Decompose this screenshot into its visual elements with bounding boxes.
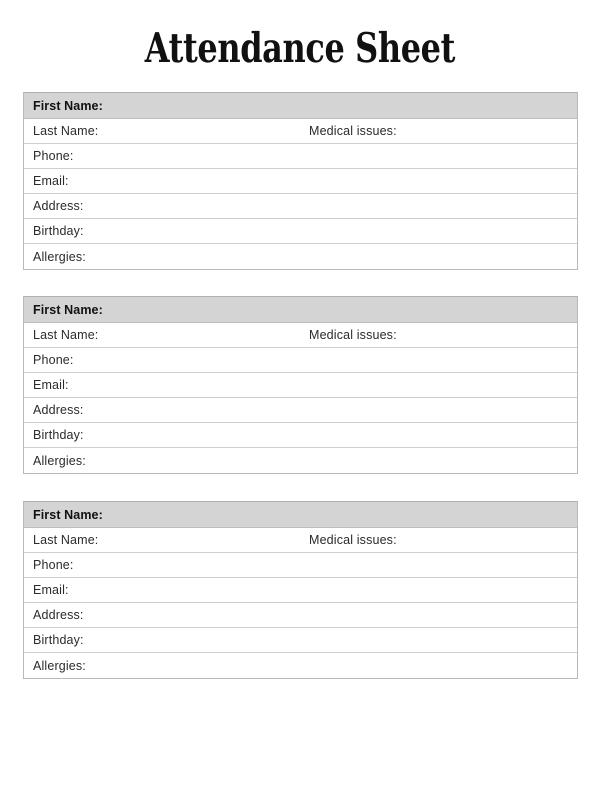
field-label: Phone: bbox=[33, 558, 74, 572]
field-label: Email: bbox=[33, 174, 69, 188]
table-row[interactable] bbox=[24, 244, 577, 269]
field-label: Last Name: bbox=[33, 328, 99, 342]
field-label: Last Name: bbox=[33, 124, 99, 138]
table-row[interactable] bbox=[24, 323, 577, 348]
attendance-entry-block bbox=[23, 92, 578, 270]
field-label: Allergies: bbox=[33, 658, 86, 673]
field-label: Address: bbox=[33, 199, 84, 213]
table-row[interactable] bbox=[24, 169, 577, 194]
table-row[interactable] bbox=[24, 194, 577, 219]
table-header-row[interactable] bbox=[24, 297, 577, 323]
table-row[interactable] bbox=[24, 603, 577, 628]
attendance-entry-block bbox=[23, 296, 578, 474]
table-row[interactable] bbox=[24, 553, 577, 578]
field-label: First Name: bbox=[33, 507, 103, 522]
field-label-secondary: Medical issues: bbox=[309, 124, 397, 138]
field-label: Email: bbox=[33, 378, 69, 392]
table-row[interactable] bbox=[24, 119, 577, 144]
field-label: Last Name: bbox=[33, 533, 99, 547]
field-label: Address: bbox=[33, 403, 84, 417]
field-label: Address: bbox=[33, 608, 84, 622]
table-row[interactable] bbox=[24, 348, 577, 373]
table-row[interactable] bbox=[24, 448, 577, 473]
table-header-row[interactable] bbox=[24, 502, 577, 528]
table-row[interactable] bbox=[24, 628, 577, 653]
attendance-entry-block bbox=[23, 501, 578, 679]
table-row[interactable] bbox=[24, 578, 577, 603]
page-title: Attendance Sheet bbox=[144, 23, 456, 72]
table-row[interactable] bbox=[24, 144, 577, 169]
table-row[interactable] bbox=[24, 653, 577, 678]
field-label-secondary: Medical issues: bbox=[309, 533, 397, 547]
field-label: Birthday: bbox=[33, 224, 84, 238]
field-label: Allergies: bbox=[33, 249, 86, 264]
field-label: Email: bbox=[33, 583, 69, 597]
field-label-secondary: Medical issues: bbox=[309, 328, 397, 342]
page-title-container bbox=[0, 20, 600, 76]
field-label: Birthday: bbox=[33, 428, 84, 442]
table-row[interactable] bbox=[24, 528, 577, 553]
field-label: Phone: bbox=[33, 149, 74, 163]
table-header-row[interactable] bbox=[24, 93, 577, 119]
field-label: First Name: bbox=[33, 302, 103, 317]
field-label: Allergies: bbox=[33, 453, 86, 468]
table-row[interactable] bbox=[24, 398, 577, 423]
table-row[interactable] bbox=[24, 373, 577, 398]
field-label: First Name: bbox=[33, 98, 103, 113]
field-label: Birthday: bbox=[33, 633, 84, 647]
table-row[interactable] bbox=[24, 219, 577, 244]
table-row[interactable] bbox=[24, 423, 577, 448]
field-label: Phone: bbox=[33, 353, 74, 367]
